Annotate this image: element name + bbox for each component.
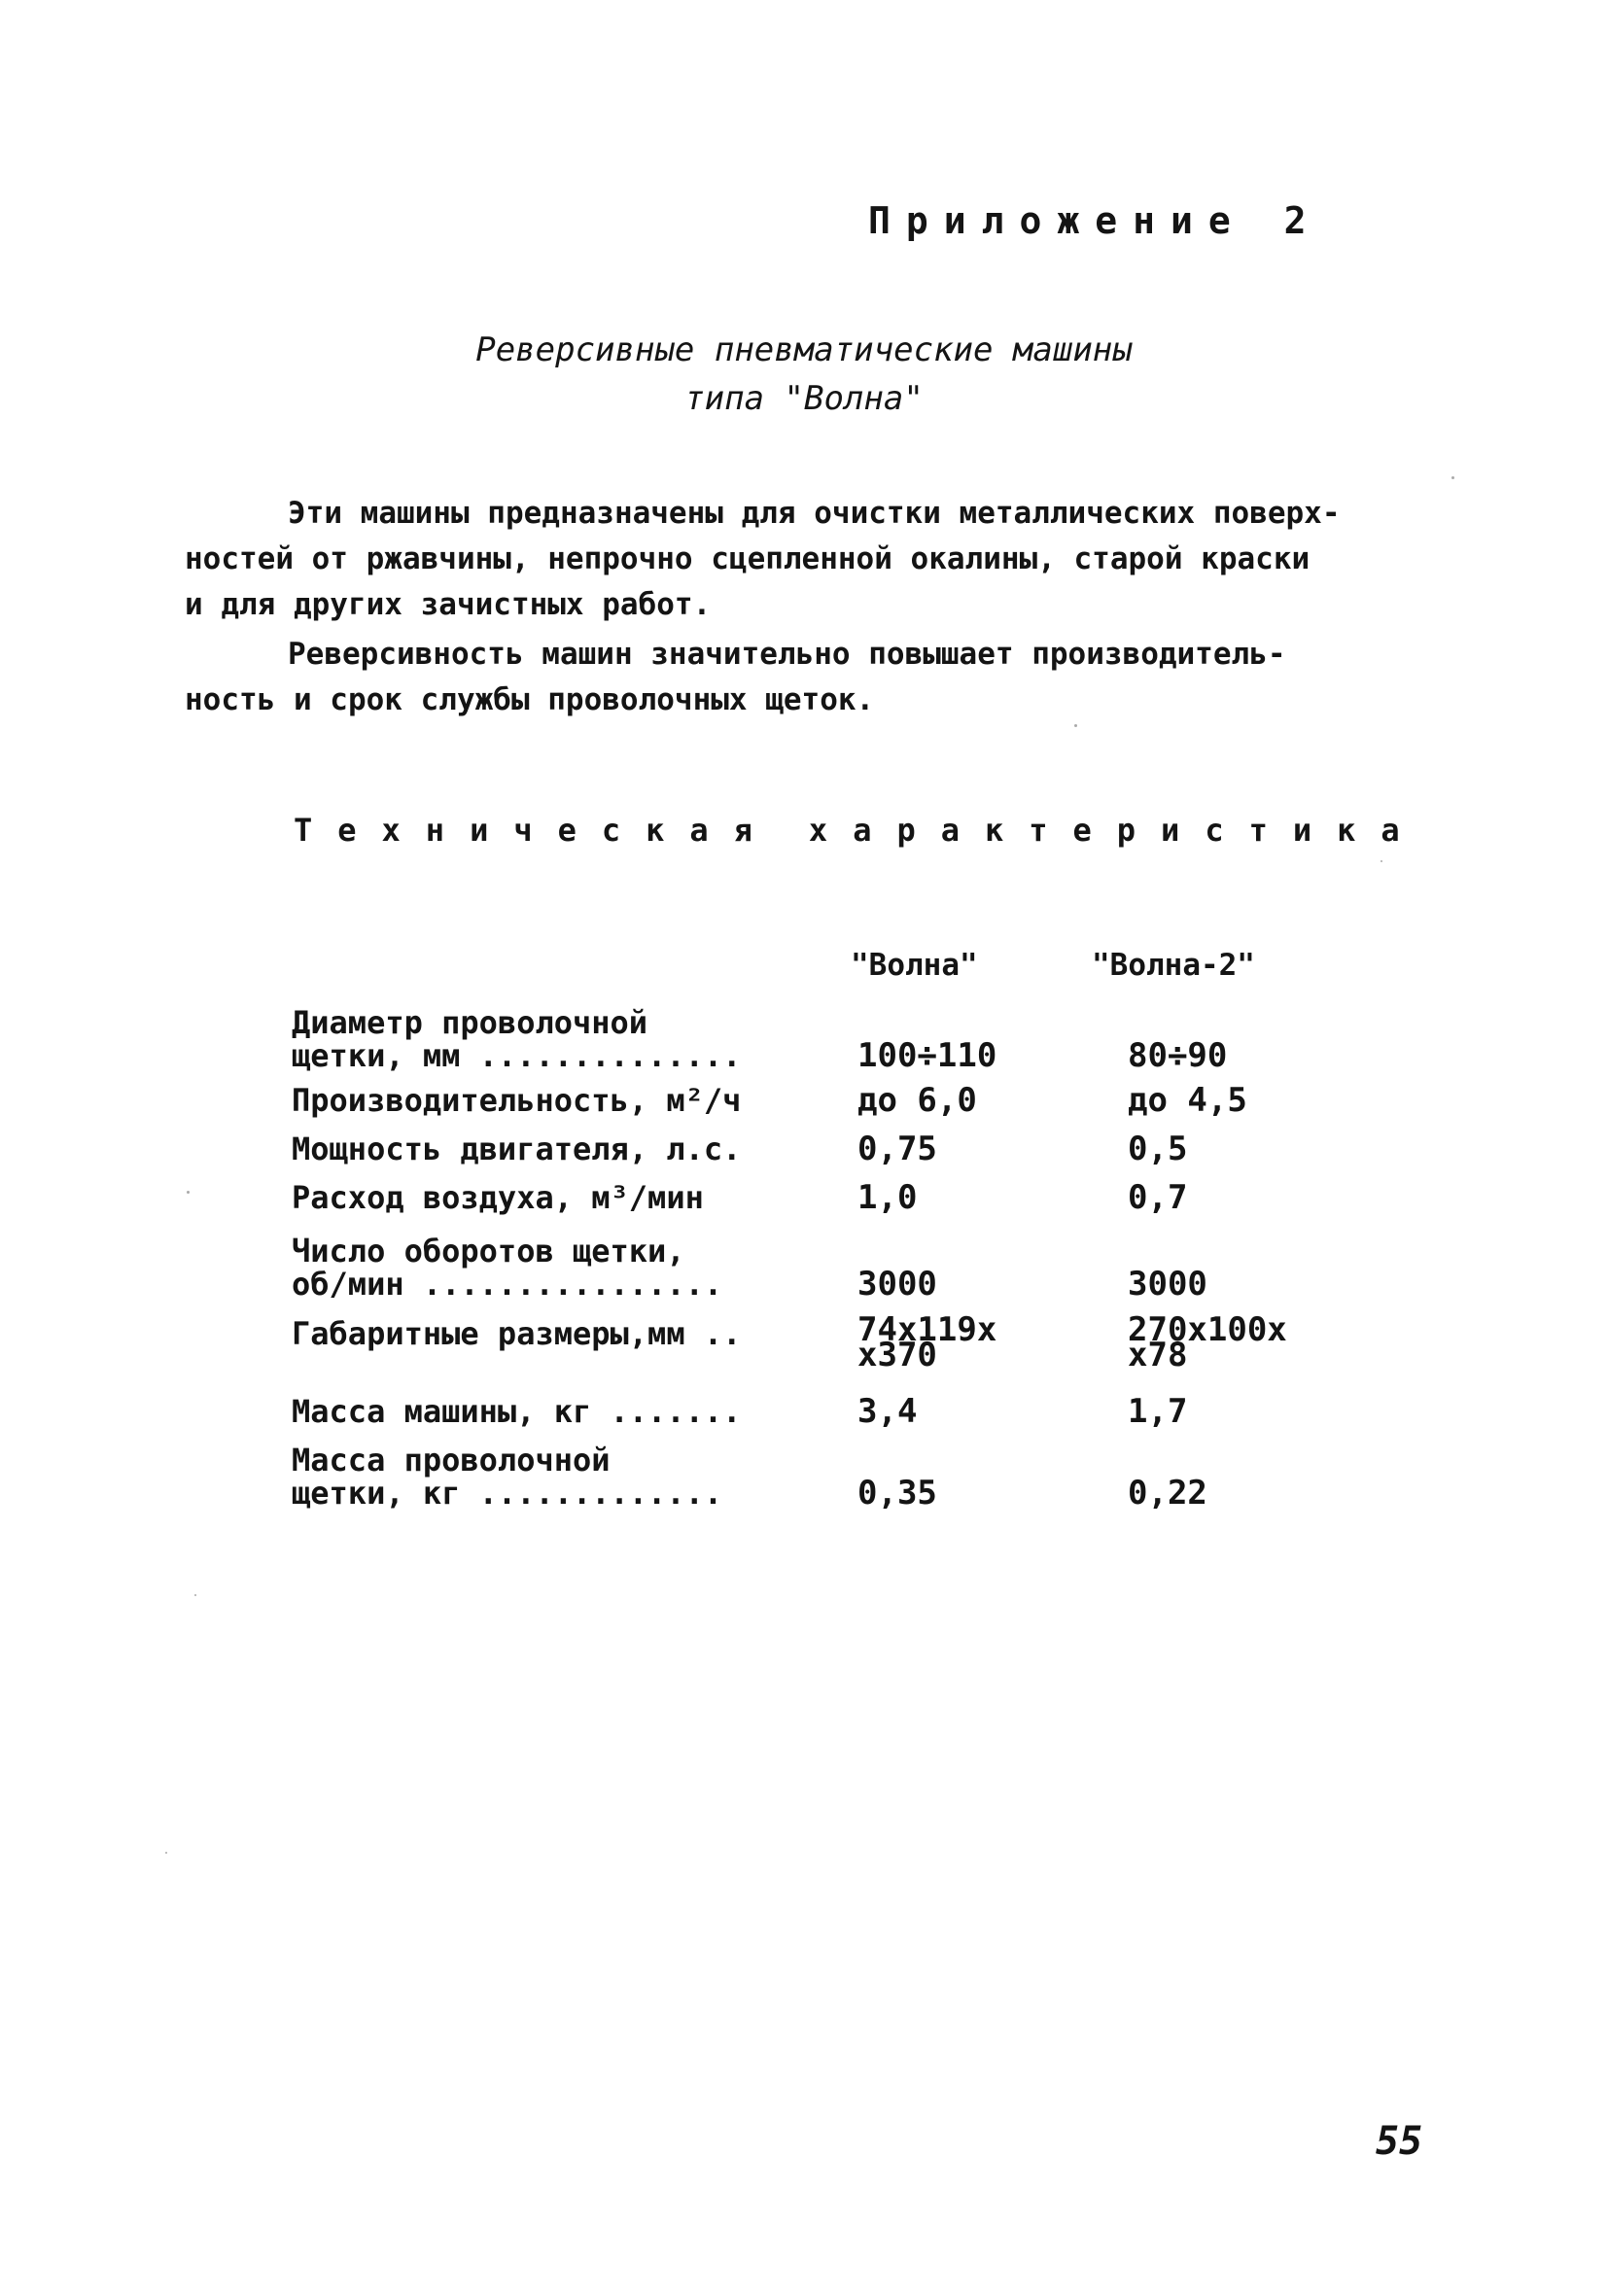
scan-speck [194,1594,196,1596]
spec-row-label: Габаритные размеры,мм .. [292,1315,742,1352]
spec-row-label: Число оборотов щетки, об/мин ................ [292,1233,723,1303]
title-line-2: типа "Волна" [684,379,924,418]
spec-row-value-volna: 0,75 [857,1130,937,1168]
scan-speck [187,1191,190,1194]
spec-row-label: Масса проволочной щетки, кг ............. [292,1442,723,1512]
spec-row-value-volna-2: до 4,5 [1128,1081,1247,1120]
spec-row-value-volna: 3000 [857,1265,937,1304]
spec-heading-word-1: Техническая [294,812,778,849]
spec-row-label: Диаметр проволочной щетки, мм .............. [292,1004,742,1074]
spec-row-value-volna: 0,35 [857,1474,937,1513]
paragraph-reversibility [185,632,1429,723]
scan-speck [1074,724,1077,727]
spec-row-label: Производительность, м²/ч [292,1082,742,1119]
spec-heading-word-2: характеристика [808,812,1425,849]
spec-row-value-volna: 74x119x x370 [857,1310,997,1374]
appendix-label: Приложение 2 [868,199,1322,242]
title-line-1: Реверсивные пневматические машины [475,330,1133,369]
spec-row-value-volna-2: 0,22 [1128,1474,1207,1513]
paragraph-line: ность и срок службы проволочных щеток. [185,682,875,717]
spec-row-value-volna-2: 0,5 [1128,1130,1188,1168]
paragraph-line: Эти машины предназначены для очистки металлических поверх- [288,496,1341,531]
spec-row-value-volna-2: 1,7 [1128,1392,1188,1431]
scan-speck [165,1852,167,1854]
paragraph-line: ностей от ржавчины, непрочно сцепленной окалины, старой краски [185,541,1311,576]
column-header-volna-2: "Волна-2" [1092,948,1255,983]
paragraph-line: и для других зачистных работ. [185,587,712,622]
spec-row-value-volna-2: 270x100x x78 [1128,1310,1287,1374]
scan-speck [1381,860,1382,862]
spec-row-value-volna-2: 0,7 [1128,1178,1188,1217]
spec-row-value-volna: 1,0 [857,1178,918,1217]
spec-heading [294,812,1456,849]
page-number: 55 [1376,2119,1423,2164]
paragraph-line: Реверсивность машин значительно повышает производитель- [288,637,1286,672]
spec-row-label: Масса машины, кг ....... [292,1393,742,1430]
scan-speck [1451,476,1454,479]
spec-row-value-volna: до 6,0 [857,1081,977,1120]
column-header-volna: "Волна" [851,948,978,983]
spec-row-label: Мощность двигателя, л.с. [292,1131,742,1167]
spec-row-value-volna-2: 80÷90 [1128,1036,1228,1075]
paragraph-purpose [185,491,1429,628]
spec-row-value-volna: 3,4 [857,1392,918,1431]
spec-row-label: Расход воздуха, м³/мин [292,1179,704,1216]
spec-row-value-volna: 100÷110 [857,1036,997,1075]
spec-row-value-volna-2: 3000 [1128,1265,1207,1304]
